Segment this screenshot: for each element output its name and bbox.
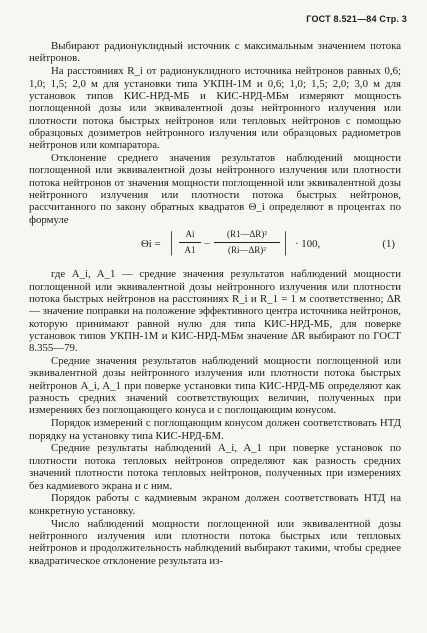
fraction-line — [179, 242, 201, 243]
formula-minus: − — [204, 238, 211, 251]
fraction-r-denominator: (Ri—ΔR)² — [228, 244, 266, 255]
formula-number: (1) — [382, 238, 395, 251]
paragraph-4: где A_i, A_1 — средние значения результатов наблюдений мощности поглощенной или эквивалентной дозы нейтронного излучения или плотности потока быстрых нейтронов на расстояниях R_i и R_1 = 1 м соответственно; ΔR — значение поправки на положение эффективного центра источника нейтронов, которую принимают равной нулю для типа КИС-НРД-МБ, для поверке установок типов УКПН-1М и КИС-НРД-МБм значение ΔR выбирают по ГОСТ 8.355—79. — [29, 268, 401, 355]
fraction-r — [214, 228, 280, 256]
paragraph-3: Отклонение среднего значения результатов наблюдений мощности поглощенной или эквивалентной дозы нейтронного излучения или плотности потока нейтронов от значения мощности поглощенной или эквивалентной дозы нейтронного излучения или плотности потока быстрых нейтронов, рассчитанного по закону обратных квадратов Θ_i определяют в процентах по формуле — [29, 152, 401, 226]
fraction-r-numerator: (R1—ΔR)² — [227, 229, 267, 240]
paragraph-7: Средние результаты наблюдений A_i, A_1 при поверке установок по плотности потока тепловых нейтронов определяют как разность средних значений плотности потока тепловых нейтронов, полученных при измерениях без кадмиевого экрана и с ним. — [29, 442, 401, 492]
formula-lhs: Θi = — [141, 238, 161, 251]
formula-multiplier: · 100, — [295, 238, 321, 251]
paragraph-8: Порядок работы с кадмиевым экраном должен соответствовать НТД на конкретную установку. — [29, 492, 401, 517]
fraction-a-numerator: Ai — [185, 229, 195, 240]
paragraph-5: Средние значения результатов наблюдений мощности поглощенной или эквивалентной дозы нейтронного излучения или плотности потока быстрых нейтронов A_i, A_1 при поверке установки типа КИС-НРД-МБ определяют как разность средних значений соответствующих величин, полученных при измерениях без поглощающего конуса и с поглощающим конусом. — [29, 355, 401, 417]
paragraph-9: Число наблюдений мощности поглощенной или эквивалентной дозы нейтронного излучения или плотности потока быстрых или тепловых нейтронов и продолжительность наблюдений выбирают такими, чтобы среднее квадратическое отклонение результата из- — [29, 517, 401, 567]
paragraph-6: Порядок измерений с поглощающим конусом должен соответствовать НТД порядку на установку типа КИС-НРД-БМ. — [29, 417, 401, 442]
fraction-a — [179, 228, 201, 256]
fraction-a-denominator: A1 — [184, 244, 196, 255]
fraction-line — [214, 242, 280, 243]
page-header: ГОСТ 8.521—84 Стр. 3 — [306, 14, 407, 24]
paragraph-2: На расстояниях R_i от радионуклидного источника нейтронов равных 0,6; 1,0; 1,5; 2,0 м для установки типа УКПН-1М и 0,6; 1,0; 1,5; 2,0; 3,0 м для установок типов КИС-НРД-МБ и КИС-НРД-МБм измеряют мощность поглощенной дозы или эквивалентной дозы нейтронного излучения или плотности потока быстрых нейтронов или тепловых нейтронов с помощью образцовых дозиметров нейтронного излучения или образцовых радиометров нейтронов или компаратора. — [29, 65, 401, 152]
formula-1 — [29, 228, 401, 264]
body-text — [29, 40, 401, 567]
paragraph-1: Выбирают радионуклидный источник с максимальным значением потока нейтронов. — [29, 40, 401, 65]
abs-bar-left: | — [170, 227, 174, 257]
abs-bar-right: | — [284, 227, 288, 257]
